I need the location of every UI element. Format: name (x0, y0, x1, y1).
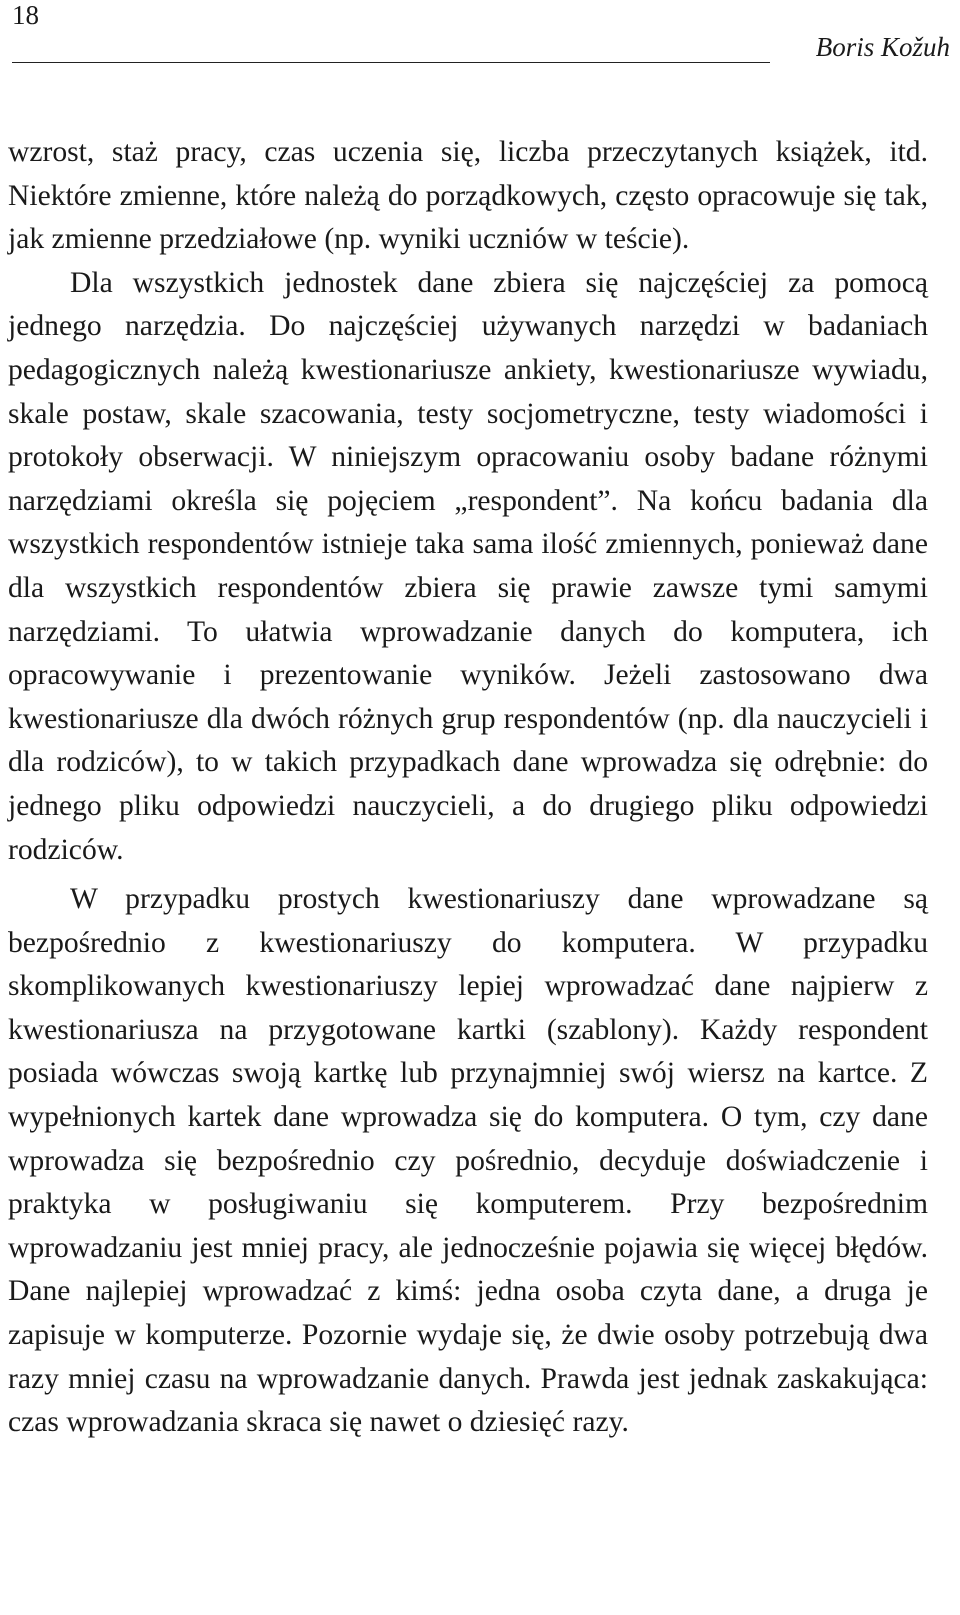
paragraph-data-collection: Dla wszystkich jednostek dane zbiera się najczęściej za pomocą jednego narzędzia. Do najczęściej używanych narzędzi w badaniach pedagogicznych należą kwestionariusze ankiety, kwestionariusze wywiadu, skale postaw, skale szacowania, testy socjometryczne, testy wiadomości i protokoły obserwacji. W niniejszym opracowaniu osoby badane różnymi narzędziami określa się pojęciem „respondent”. Na końcu badania dla wszystkich respondentów istnieje taka sama ilość zmiennych, ponieważ dane dla wszystkich respondentów zbiera się prawie zawsze tymi samymi narzędziami. To ułatwia wprowadzanie danych do komputera, ich opracowywanie i prezentowanie wyników. Jeżeli zastosowano dwa kwestionariusze dla dwóch różnych grup respondentów (np. dla nauczycieli i dla rodziców), to w takich przypadkach dane wprowadza się odrębnie: do jednego pliku odpowiedzi nauczycieli, a do drugiego pliku odpowiedzi rodziców. (8, 266, 928, 866)
body-text (8, 131, 928, 1445)
paragraph-continuation: wzrost, staż pracy, czas uczenia się, liczba przeczytanych książek, itd. Niektóre zmienne, które należą do porządkowych, często opracowuje się tak, jak zmienne przedziałowe (np. wyniki uczniów w teście). (8, 136, 928, 256)
paragraph-data-entry: W przypadku prostych kwestionariuszy dane wprowadzane są bezpośrednio z kwestionariuszy do komputera. W przypadku skomplikowanych kwestionariuszy lepiej wprowadzać dane najpierw z kwestionariusza na przygotowane kartki (szablony). Każdy respondent posiada wówczas swoją kartkę lub przynajmniej swój wiersz na kartce. Z wypełnionych kartek dane wprowadza się do komputera. O tym, czy dane wprowadza się bezpośrednio czy pośrednio, decyduje doświadczenie i praktyka w posługiwaniu się komputerem. Przy bezpośrednim wprowadzaniu jest mniej pracy, ale jednocześnie pojawia się więcej błędów. Dane najlepiej wprowadzać z kimś: jedna osoba czyta dane, a druga je zapisuje w komputerze. Pozornie wydaje się, że dwie osoby potrzebują dwa razy mniej czasu na wprowadzanie danych. Prawda jest jednak zaskakująca: czas wprowadzania skraca się nawet o dziesięć razy. (8, 883, 928, 1439)
page-number: 18 (12, 0, 39, 30)
page-header (12, 0, 960, 70)
running-head-author: Boris Kožuh (815, 32, 950, 62)
header-rule (12, 62, 770, 63)
